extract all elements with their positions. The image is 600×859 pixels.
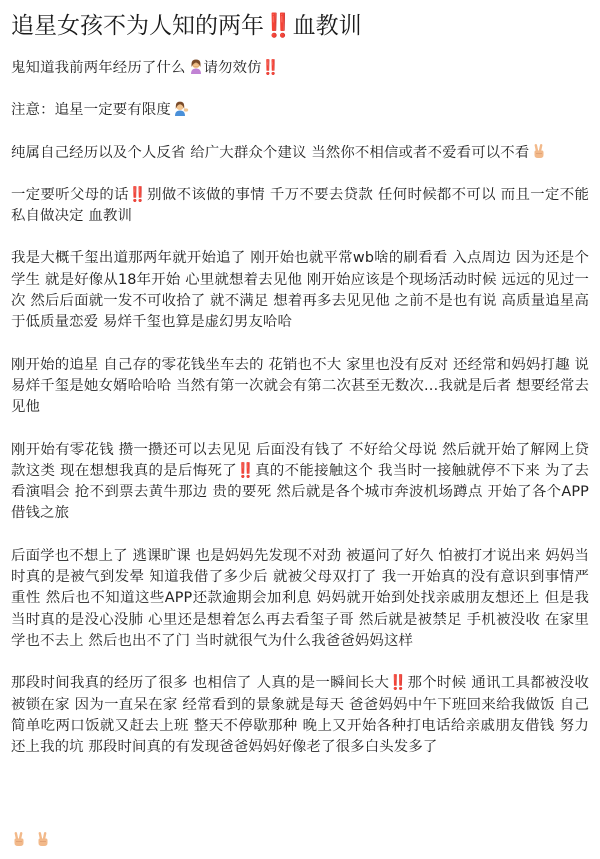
paragraph-story-3: 刚开始有零花钱 攒一攒还可以去见见 后面没有钱了 不好给父母说 然后就开始了解网上贷款这类 现在想想我真的是后悔死了‼️真的不能接触这个 我当时一接触就停不下来 为了去看演唱会 抢不到票去黄牛那边 贵的要死 然后就是各个城市奔波机场蹲点 开始了各个APP借钱之旅 — [11, 441, 589, 522]
paragraph-notice — [11, 100, 589, 121]
paragraph-intro — [11, 58, 589, 79]
paragraph-story-2: 刚开始的追星 自己存的零花钱坐车去的 花销也不大 家里也没有反对 还经常和妈妈打趣 说 易烊千玺是她女婿哈哈哈 当然有第一次就会有第二次甚至无数次…我就是后者 想要经常去见他 — [11, 356, 589, 416]
paragraph-story-1: 我是大概千玺出道那两年就开始追了 刚开始也就平常wb啥的刷看看 入点周边 因为还是个学生 就是好像从18年开始 心里就想着去见他 刚开始应该是个现场活动时候 远远的见过一次 然后后面就一发不可收拾了 就不满足 想着再多去见见他 之前不是也有说 高质量追星高于低质量恋爱 易烊千玺也算是虚幻男友哈哈 — [11, 250, 589, 331]
paragraph-text: 鬼知道我前两年经历了什么 — [11, 60, 186, 76]
victory-hand-icon — [35, 831, 51, 847]
paragraph-story-4: 后面学也不想上了 逃课旷课 也是妈妈先发现不对劲 被逼问了好久 怕被打才说出来 妈妈当时真的是被气到发晕 知道我借了多少后 就被父母双打了 我一开始真的没有意识到事情严重性 然后也不知道这些APP还款逾期会加利息 妈妈就开始到处找亲戚朋友想还上 但是我当时真的是没心没肺 心里还是想着怎么再去看玺子哥 然后就是被禁足 手机被没收 在家里学也不去上 然后也出不了门 当时就很气为什么我爸爸妈妈这样 — [11, 547, 589, 649]
paragraph-text-after: 请勿效仿‼️ — [203, 60, 280, 76]
footer-icons — [11, 830, 54, 848]
paragraph-disclaimer — [11, 143, 589, 164]
victory-hand-icon — [531, 143, 547, 159]
woman-tipping-hand-icon — [173, 100, 189, 116]
post-title: 追星女孩不为人知的两年‼️血教训 — [11, 13, 362, 39]
paragraph-advice: 一定要听父母的话‼️别做不该做的事情 千万不要去贷款 任何时候都不可以 而且一定不能私自做决定 血教训 — [11, 186, 589, 225]
woman-facepalming-icon — [188, 58, 204, 74]
paragraph-text: 纯属自己经历以及个人反省 给广大群众个建议 当然你不相信或者不爱看可以不看 — [11, 144, 530, 161]
paragraph-text: 注意：追星一定要有限度 — [11, 102, 171, 119]
paragraph-story-5: 那段时间我真的经历了很多 也相信了 人真的是一瞬间长大‼️那个时候 通讯工具都被没收 被锁在家 因为一直呆在家 经常看到的景象就是每天 爸爸妈妈中午下班回来给我做饭 自己简单吃两口饭就又赶去上班 整天不停歇那种 晚上又开始各种打电话给亲戚朋友借钱 努力还上我的坑 那段时间真的有发现爸爸妈妈好像老了很多白头发多了 — [11, 675, 589, 756]
victory-hand-icon — [11, 831, 27, 847]
